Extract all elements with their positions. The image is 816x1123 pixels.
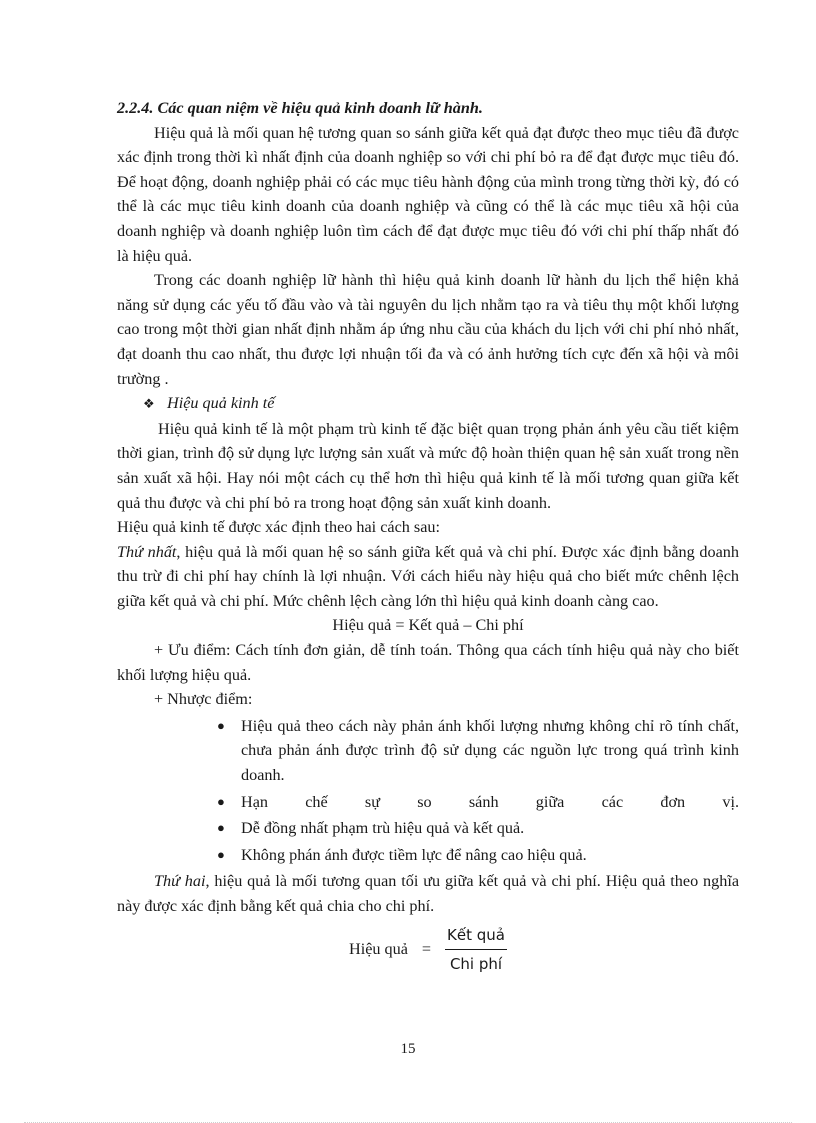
fraction-numerator: Kết quả bbox=[445, 923, 507, 951]
bullet-text: Dễ đồng nhất phạm trù hiệu quả và kết quả. bbox=[241, 819, 525, 838]
bullet-text: Hạn chế sự so sánh giữa các đơn vị. bbox=[241, 792, 739, 811]
disadvantage-label: + Nhược điểm: bbox=[154, 690, 253, 709]
bullet-item bbox=[217, 843, 739, 868]
disc-bullet-icon: ● bbox=[217, 717, 225, 733]
page-content bbox=[117, 96, 739, 977]
subheading-economic-efficiency: Hiệu quả kinh tế bbox=[167, 394, 275, 413]
page-number: 15 bbox=[400, 1041, 416, 1057]
fraction-denominator: Chi phí bbox=[449, 955, 503, 974]
bullet-text: Không phán ánh được tiềm lực để nâng cao hiệu quả. bbox=[241, 845, 587, 864]
disc-bullet-icon: ● bbox=[217, 820, 225, 836]
paragraph-2: Trong các doanh nghiệp lữ hành thì hiệu quả kinh doanh lữ hành du lịch thể hiện khả năng sử dụng các yếu tố đầu vào và tài nguyên du lịch nhằm tạo ra và tiêu thụ một khối lượng cao trong một thời gian nhất định nhằm áp ứng nhu cầu của khách du lịch với chi phí nhỏ nhất, đạt doanh thu cao nhất, thu được lợi nhuận tối đa và có ảnh hưởng tích cực đến xã hội và môi trường . bbox=[117, 271, 739, 388]
second-method-label: Thứ hai bbox=[154, 872, 206, 891]
formula-ratio bbox=[117, 923, 739, 977]
bullet-text: Hiệu quả theo cách này phản ánh khối lượng nhưng không chỉ rõ tính chất, chưa phản ánh được trình độ sử dụng các nguồn lực trong quá trình kinh doanh. bbox=[241, 716, 739, 785]
paragraph-1: Hiệu quả là mối quan hệ tương quan so sánh giữa kết quả đạt được theo mục tiêu đã được xác định trong thời kì nhất định của doanh nghiệp so với chi phí bỏ ra để đạt được mục tiêu đó. Để hoạt động, doanh nghiệp phải có các mục tiêu hành động của mình trong từng thời kỳ, đó có thể là các mục tiêu kinh doanh của doanh nghiệp và cũng có thể là các mục tiêu xã hội của doanh nghiệp và doanh nghiệp luôn tìm cách để đạt được mục tiêu đó với chi phí thấp nhất đó là hiệu quả. bbox=[117, 123, 739, 265]
paragraph-second-method bbox=[117, 869, 739, 918]
first-method-text: , hiệu quả là mối quan hệ so sánh giữa kết quả và chi phí. Được xác định bằng doanh thu trừ đi chi phí hay chính là lợi nhuận. Với cách hiểu này hiệu quả cho biết mức chênh lệch giữa kết quả và chi phí. Mức chênh lệch càng lớn thì hiệu quả kinh doanh càng cao. bbox=[117, 542, 739, 610]
paragraph-4: Hiệu quả kinh tế được xác định theo hai cách sau: bbox=[117, 518, 440, 537]
subheading-row bbox=[143, 391, 739, 417]
bullet-item bbox=[217, 816, 739, 841]
formula-equals-sign: = bbox=[421, 940, 432, 959]
second-method-text: , hiệu quả là mối tương quan tối ưu giữa kết quả và chi phí. Hiệu quả theo nghĩa này được xác định bằng kết quả chia cho chi phí. bbox=[117, 872, 739, 915]
bullet-item bbox=[217, 790, 739, 815]
formula-ratio-label: Hiệu quả bbox=[349, 940, 408, 959]
fraction bbox=[445, 923, 507, 977]
disc-bullet-icon: ● bbox=[217, 846, 225, 862]
paragraph-first-method bbox=[117, 540, 739, 614]
bullet-item bbox=[217, 714, 739, 788]
paragraph-3: Hiệu quả kinh tế là một phạm trù kinh tế đặc biệt quan trọng phản ánh yêu cầu tiết kiệm thời gian, trình độ sử dụng lực lượng sản xuất và mức độ hoàn thiện quan hệ sản xuất trong nền sản xuất xã hội. Hay nói một cách cụ thể hơn thì hiệu quả kinh tế là mối tương quan giữa kết quả thu được và chi phí bỏ ra trong hoạt động sản xuất kinh doanh. bbox=[117, 419, 739, 512]
diamond-bullet-icon: ❖ bbox=[143, 396, 155, 412]
advantage-text: + Ưu điểm: Cách tính đơn giản, dễ tính toán. Thông qua cách tính hiệu quả này cho biết khối lượng hiệu quả. bbox=[117, 641, 739, 684]
disc-bullet-icon: ● bbox=[217, 793, 225, 809]
section-heading: 2.2.4. Các quan niệm về hiệu quả kinh doanh lữ hành. bbox=[117, 99, 483, 117]
first-method-label: Thứ nhất bbox=[117, 542, 177, 561]
formula-difference: Hiệu quả = Kết quả – Chi phí bbox=[332, 616, 524, 635]
